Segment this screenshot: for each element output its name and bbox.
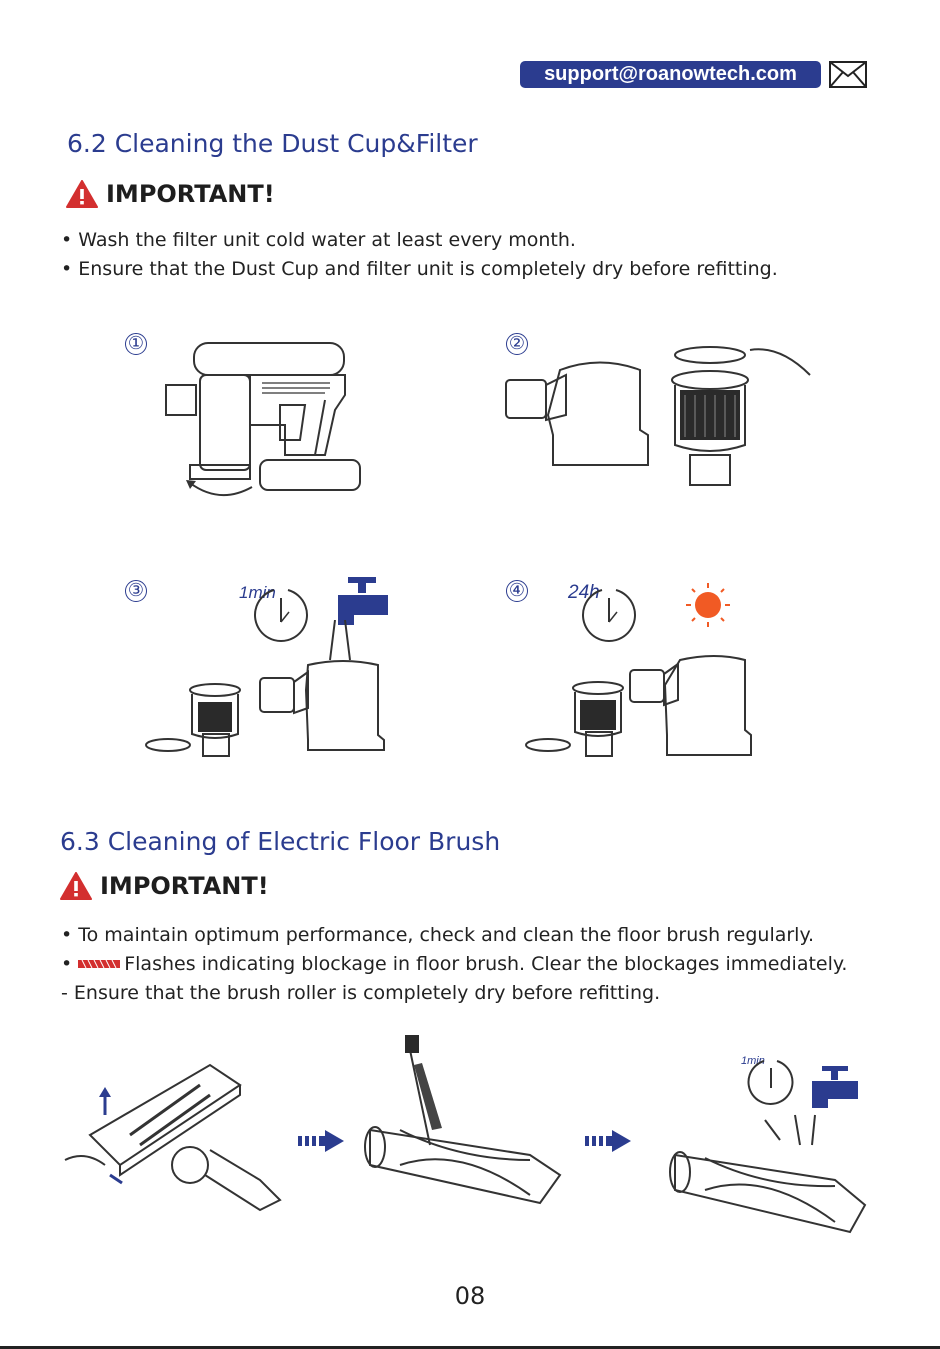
important-heading-62 xyxy=(66,180,275,208)
floor-brush-remove-illustration xyxy=(60,1055,300,1215)
step-number-2: ② xyxy=(506,333,528,355)
section-title-dust-cup: 6.2 Cleaning the Dust Cup&Filter xyxy=(67,129,478,158)
timer-label-24h: 24h xyxy=(568,582,600,603)
warning-icon xyxy=(60,872,92,900)
timer-icon xyxy=(746,1058,796,1108)
step-number-1: ① xyxy=(125,333,147,355)
bullet-roller-dry: - Ensure that the brush roller is completely dry before refitting. xyxy=(61,982,661,1004)
faucet-icon xyxy=(806,1066,860,1108)
page-number: 08 xyxy=(454,1282,486,1310)
cut-hair-roller-illustration xyxy=(360,1035,570,1210)
drying-dustcup-illustration xyxy=(520,640,780,770)
mail-icon[interactable] xyxy=(829,61,867,92)
sun-icon xyxy=(685,582,731,628)
bullet-wash-filter: • Wash the filter unit cold water at least every month. xyxy=(61,229,576,251)
step-number-4: ④ xyxy=(506,580,528,602)
vacuum-rotate-dustcup-illustration xyxy=(160,335,370,505)
important-heading-63 xyxy=(60,872,269,900)
bullet-dry-before-refit: • Ensure that the Dust Cup and filter unit is completely dry before refitting. xyxy=(61,258,778,280)
section-title-floor-brush: 6.3 Cleaning of Electric Floor Brush xyxy=(60,827,501,856)
step-number-3: ③ xyxy=(125,580,147,602)
blockage-indicator-icon xyxy=(78,958,120,970)
bullet-blockage-indicator xyxy=(61,953,847,975)
blockage-text: Flashes indicating blockage in floor brush. Clear the blockages immediately. xyxy=(124,953,848,975)
arrow-right-icon xyxy=(585,1130,631,1152)
arrow-right-icon xyxy=(298,1130,344,1152)
bullet-dot: • xyxy=(61,953,73,975)
faucet-icon xyxy=(330,577,390,625)
remove-filter-illustration xyxy=(500,345,820,495)
warning-icon xyxy=(66,180,98,208)
important-label: IMPORTANT! xyxy=(100,872,269,900)
support-email-badge[interactable]: support@roanowtech.com xyxy=(520,61,821,88)
timer-label-1min: 1min xyxy=(239,583,276,602)
important-label: IMPORTANT! xyxy=(106,180,275,208)
washing-dustcup-illustration xyxy=(140,620,390,760)
bullet-check-brush: • To maintain optimum performance, check and clean the floor brush regularly. xyxy=(61,924,815,946)
timer-label-1min: 1min xyxy=(741,1055,765,1067)
washed-roller-illustration xyxy=(665,1110,875,1240)
timer-icon xyxy=(580,586,638,644)
